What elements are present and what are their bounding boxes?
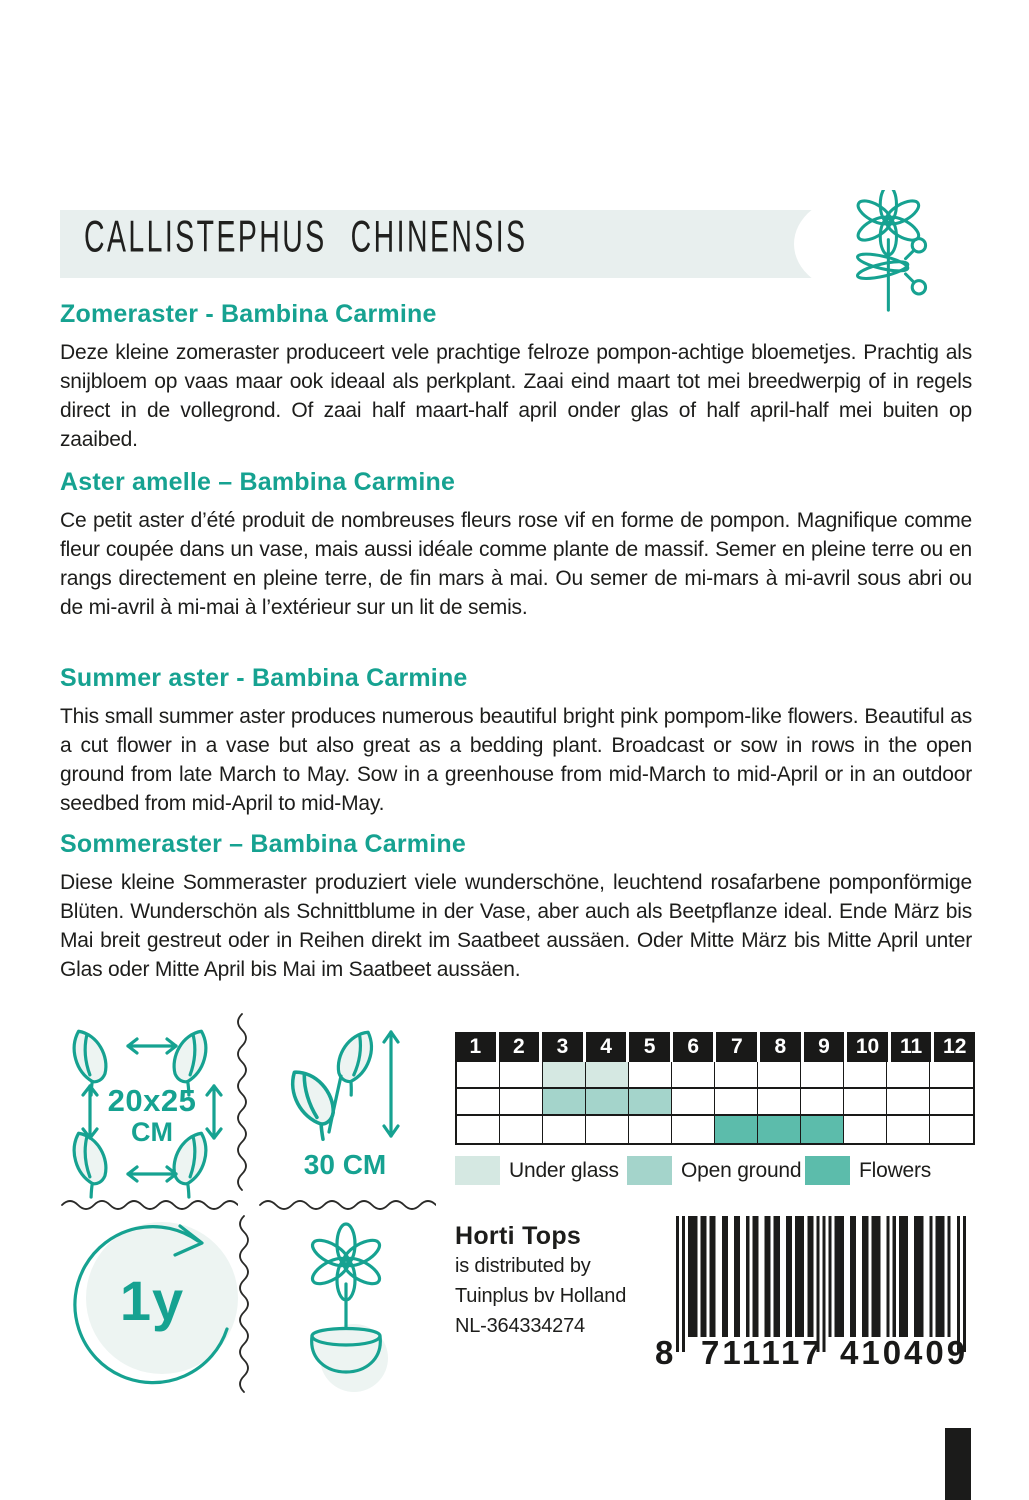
calendar-cell bbox=[672, 1089, 715, 1116]
barcode-digits-right: 410409 bbox=[840, 1334, 969, 1371]
section-de bbox=[60, 830, 972, 984]
calendar-cell bbox=[500, 1062, 543, 1089]
species-title: CALLISTEPHUS CHINENSIS bbox=[84, 212, 528, 263]
calendar-legend bbox=[455, 1156, 977, 1185]
legend-label: Under glass bbox=[509, 1158, 619, 1182]
calendar-cell bbox=[500, 1116, 543, 1143]
calendar-month: 9 bbox=[804, 1032, 845, 1062]
calendar-month: 5 bbox=[629, 1032, 670, 1062]
legend-label: Flowers bbox=[859, 1158, 932, 1182]
distributor-line1: is distributed by bbox=[455, 1255, 591, 1277]
calendar-cell bbox=[887, 1062, 930, 1089]
lifecycle-value: 1y bbox=[119, 1269, 185, 1332]
calendar-cell bbox=[801, 1089, 844, 1116]
print-registration-mark bbox=[945, 1428, 971, 1500]
wavy-divider-horizontal-right bbox=[258, 1198, 436, 1212]
section-heading-fr: Aster amelle – Bambina Carmine bbox=[60, 468, 456, 496]
section-en bbox=[60, 664, 972, 818]
calendar-cell bbox=[672, 1116, 715, 1143]
calendar-cell bbox=[887, 1116, 930, 1143]
section-body-de: Diese kleine Sommeraster produziert viele wunderschöne, leuchtend rosafarbene pomponförmige Blüten. Wunderschön als Schnittblume in der Vase, aber auch als Beetpflanze ideal. Ende März bis Mai breit gestreut oder in Reihen direkt im Saatbeet aussäen. Oder Mitte März bis Mitte April unter Glas oder Mitte April bis Mai im Saatbeet aussäen. bbox=[60, 871, 972, 981]
calendar-month: 2 bbox=[499, 1032, 540, 1062]
section-heading-en: Summer aster - Bambina Carmine bbox=[60, 664, 468, 692]
calendar-cell bbox=[844, 1089, 887, 1116]
calendar-cell bbox=[930, 1089, 973, 1116]
section-fr bbox=[60, 468, 972, 622]
calendar-body bbox=[455, 1062, 975, 1145]
calendar-cell bbox=[930, 1116, 973, 1143]
section-body-en: This small summer aster produces numerous beautiful bright pink pompom-like flowers. Beautiful as a cut flower in a vase but also great as a bedding plant. Broadcast or sow in rows in the open ground from late March to May. Sow in a greenhouse from mid-March to mid-April or in an outdoor seedbed from mid-April to mid-May. bbox=[60, 705, 972, 815]
section-heading-nl: Zomeraster - Bambina Carmine bbox=[60, 300, 437, 328]
legend-item bbox=[805, 1156, 931, 1185]
plant-height-icon bbox=[283, 1024, 407, 1146]
calendar-cell bbox=[758, 1116, 801, 1143]
calendar-cell bbox=[801, 1116, 844, 1143]
calendar-month: 10 bbox=[847, 1032, 888, 1062]
section-heading-de: Sommeraster – Bambina Carmine bbox=[60, 830, 466, 858]
legend-label: Open ground bbox=[681, 1158, 802, 1182]
calendar-cell bbox=[457, 1089, 500, 1116]
barcode-digit-first: 8 bbox=[655, 1334, 677, 1371]
calendar-cell bbox=[586, 1089, 629, 1116]
calendar-cell bbox=[672, 1062, 715, 1089]
legend-item bbox=[627, 1156, 805, 1185]
calendar-month: 6 bbox=[673, 1032, 714, 1062]
barcode-digits-left: 711117 bbox=[701, 1334, 824, 1371]
calendar-cell bbox=[758, 1089, 801, 1116]
calendar-cell bbox=[801, 1062, 844, 1089]
calendar-header bbox=[455, 1032, 975, 1062]
wavy-divider-horizontal-left bbox=[60, 1198, 238, 1212]
calendar-cell bbox=[715, 1089, 758, 1116]
calendar-month: 12 bbox=[934, 1032, 975, 1062]
calendar-month: 3 bbox=[542, 1032, 583, 1062]
calendar-month: 1 bbox=[455, 1032, 496, 1062]
legend-swatch bbox=[627, 1156, 672, 1185]
spacing-value: 20x25 bbox=[107, 1083, 197, 1118]
calendar-cell bbox=[543, 1062, 586, 1089]
section-nl bbox=[60, 300, 972, 454]
legend-swatch bbox=[455, 1156, 500, 1185]
calendar-cell bbox=[758, 1062, 801, 1089]
legend-swatch bbox=[805, 1156, 850, 1185]
calendar-cell bbox=[543, 1116, 586, 1143]
calendar-cell bbox=[543, 1089, 586, 1116]
calendar-month: 8 bbox=[760, 1032, 801, 1062]
calendar-cell bbox=[715, 1116, 758, 1143]
calendar-cell bbox=[629, 1062, 672, 1089]
distributor-line2: Tuinplus bv Holland bbox=[455, 1285, 627, 1307]
species-band bbox=[60, 210, 836, 278]
calendar-month: 11 bbox=[891, 1032, 932, 1062]
calendar-cell bbox=[844, 1062, 887, 1089]
legend-item bbox=[455, 1156, 627, 1185]
calendar-cell bbox=[457, 1116, 500, 1143]
calendar-cell bbox=[629, 1089, 672, 1116]
distributor-line3: NL-364334274 bbox=[455, 1315, 585, 1337]
calendar-month: 4 bbox=[586, 1032, 627, 1062]
potted-flower-icon bbox=[288, 1218, 408, 1396]
wavy-divider-vertical-1 bbox=[234, 1012, 250, 1196]
cut-flower-icon bbox=[848, 190, 944, 314]
calendar-cell bbox=[629, 1116, 672, 1143]
calendar-cell bbox=[844, 1116, 887, 1143]
section-body-nl: Deze kleine zomeraster produceert vele prachtige felroze pompon-achtige bloemetjes. Prachtig als snijbloem op vaas maar ook ideaal als perkplant. Zaai eind maart tot mei breedwerpig of in regels direct in de vollegrond. Of zaai half maart-half april onder glas of half april-half mei buiten op zaaibed. bbox=[60, 341, 972, 451]
calendar-cell bbox=[930, 1062, 973, 1089]
calendar-cell bbox=[887, 1089, 930, 1116]
brand-name: Horti Tops bbox=[455, 1222, 582, 1250]
distributor-block bbox=[455, 1222, 665, 1341]
calendar-cell bbox=[500, 1089, 543, 1116]
section-body-fr: Ce petit aster d’été produit de nombreuses fleurs rose vif en forme de pompon. Magnifique comme fleur coupée dans un vase, mais aussi idéale comme plante de massif. Semer en pleine terre ou en rangs directement en pleine terre, de fin mars à mai. Ou semer de mi-mars à mi-avril sous abri ou de mi-avril à mi-mai à l’extérieur sur un lit de semis. bbox=[60, 509, 972, 619]
sowing-calendar bbox=[455, 1032, 975, 1145]
spacing-unit: CM bbox=[131, 1117, 173, 1147]
calendar-cell bbox=[457, 1062, 500, 1089]
calendar-cell bbox=[715, 1062, 758, 1089]
height-value: 30 CM bbox=[303, 1149, 387, 1180]
calendar-month: 7 bbox=[716, 1032, 757, 1062]
calendar-cell bbox=[586, 1116, 629, 1143]
calendar-cell bbox=[586, 1062, 629, 1089]
